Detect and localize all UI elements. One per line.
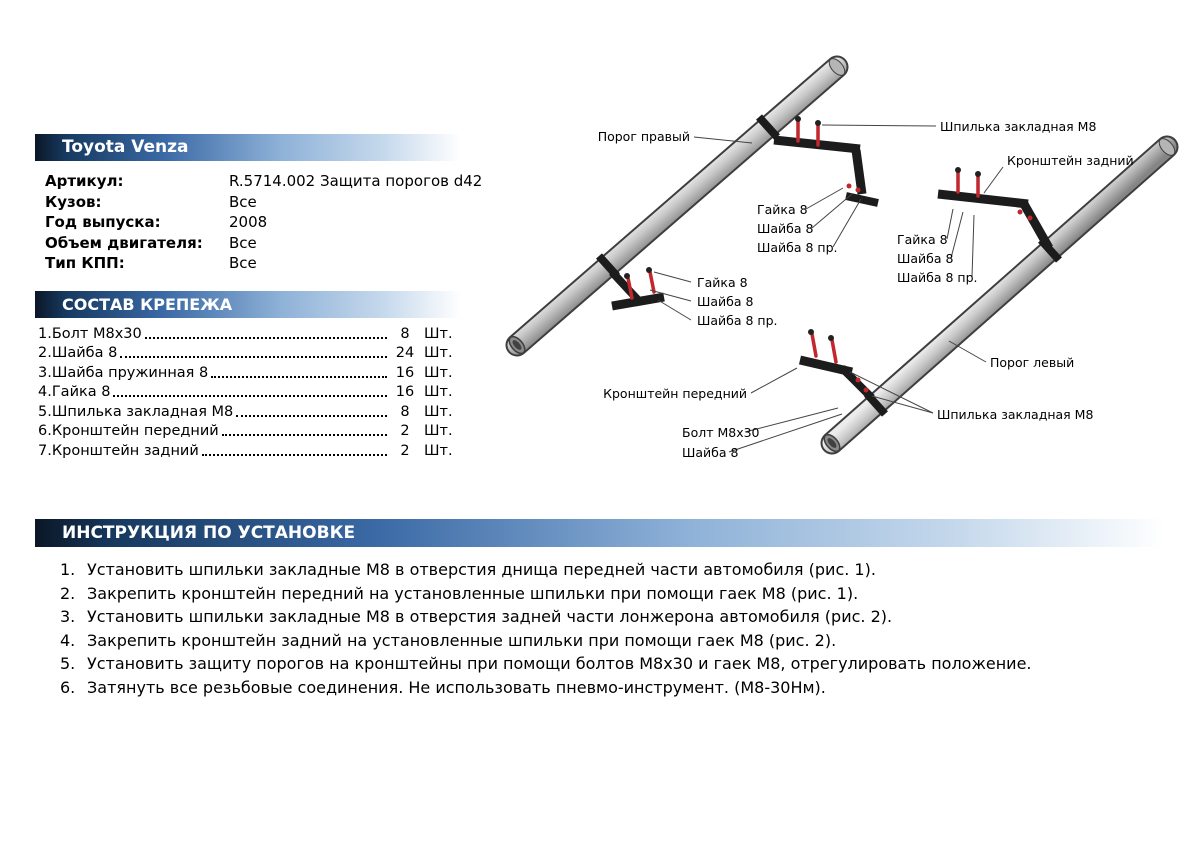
installation-diagram [500,0,1200,480]
step-number: 5. [60,654,76,673]
callout-label: Порог левый [990,355,1075,370]
callout-label: Шайба 8 пр. [697,313,778,328]
spec-label: Объем двигателя: [45,233,203,252]
part-unit: Шт. [424,384,453,400]
dotted-leader [211,376,387,378]
part-unit: Шт. [424,345,453,361]
part-row [38,400,460,420]
instructions-title: ИНСТРУКЦИЯ ПО УСТАНОВКЕ [62,523,356,543]
spec-label: Год выпуска: [45,213,161,231]
callout-label: Шайба 8 пр. [757,240,838,255]
spec-label: Артикул: [45,172,124,190]
step-text: Закрепить кронштейн задний на установленные шпильки при помощи гаек М8 (рис. 2). [87,630,837,650]
part-qty: 2 [400,442,410,459]
front-bracket-right-sill [599,256,664,306]
part-row [38,361,460,381]
part-qty: 24 [395,345,415,361]
front-bracket-left-sill [800,329,885,414]
product-title: Toyota Venza [62,137,189,157]
instruction-step [60,605,1175,629]
spec-value: Все [229,233,257,252]
dotted-leader [145,337,387,339]
part-qty: 8 [400,403,410,420]
part-unit: Шт. [424,442,453,459]
spec-value: Все [229,192,257,211]
part-unit: Шт. [424,403,453,420]
part-unit: Шт. [424,423,453,439]
spec-table [45,171,515,274]
part-name: 7.Кронштейн задний [38,442,199,459]
callout-label: Шайба 8 [897,251,954,266]
step-number: 2. [60,583,76,603]
part-name: 1.Болт М8х30 [38,325,142,342]
part-name: 2.Шайба 8 [38,345,118,361]
callout-label: Шайба 8 [697,294,754,309]
part-qty: 8 [400,325,410,342]
callout-label: Гайка 8 [897,232,948,247]
parts-list [38,322,460,459]
step-number: 6. [60,677,76,697]
spec-row [45,233,515,254]
part-unit: Шт. [424,364,453,381]
dotted-leader [222,434,387,436]
parts-title-band [35,291,461,318]
callout-label: Шайба 8 пр. [897,270,978,285]
spec-value: R.5714.002 Защита порогов d42 [229,172,483,190]
callout-label: Шпилька закладная М8 [940,119,1097,134]
part-row [38,420,460,440]
spec-row [45,212,515,233]
step-text: Установить шпильки закладные М8 в отверстия днища передней части автомобиля (рис. 1). [87,560,876,579]
callout-label: Шайба 8 [757,221,814,236]
spec-row [45,253,515,274]
callout-label: Шпилька закладная М8 [937,407,1094,422]
part-name: 3.Шайба пружинная 8 [38,364,209,381]
step-number: 1. [60,560,76,579]
spec-row [45,171,515,192]
callout-label: Кронштейн задний [1007,153,1134,168]
part-name: 4.Гайка 8 [38,384,111,400]
dotted-leader [113,395,387,397]
callout-label: Порог правый [597,129,690,144]
part-row [38,342,460,362]
instruction-step [60,629,1175,653]
instruction-step [60,676,1175,700]
callout-label: Гайка 8 [697,275,748,290]
spec-value: Все [229,254,257,272]
callout-label: Кронштейн передний [603,386,747,401]
part-qty: 16 [395,364,415,381]
step-text: Установить шпильки закладные М8 в отверстия задней части лонжерона автомобиля (рис. 2). [87,607,893,626]
part-row [38,322,460,342]
part-row [38,439,460,459]
instruction-step [60,652,1175,676]
part-qty: 2 [400,423,410,439]
part-unit: Шт. [424,325,453,342]
instructions-title-band [35,519,1165,547]
spec-label: Кузов: [45,192,102,211]
spec-row [45,192,515,213]
instruction-step [60,558,1175,582]
parts-title: СОСТАВ КРЕПЕЖА [62,295,233,314]
step-number: 3. [60,607,76,626]
dotted-leader [202,454,387,456]
step-text: Затянуть все резьбовые соединения. Не использовать пневмо-инструмент. (М8-30Нм). [87,677,826,697]
dotted-leader [236,415,387,417]
product-title-band [35,134,461,161]
part-qty: 16 [395,384,415,400]
dotted-leader [120,356,387,358]
callout-label: Гайка 8 [757,202,808,217]
instruction-step [60,582,1175,606]
callout-label: Шайба 8 [682,445,739,460]
part-name: 5.Шпилька закладная М8 [38,403,234,420]
step-text: Закрепить кронштейн передний на установленные шпильки при помощи гаек М8 (рис. 1). [87,583,859,603]
part-row [38,381,460,401]
instruction-steps [60,558,1175,699]
spec-label: Тип КПП: [45,254,125,272]
part-name: 6.Кронштейн передний [38,423,219,439]
step-text: Установить защиту порогов на кронштейны при помощи болтов М8х30 и гаек М8, отрегулировать положение. [87,654,1032,673]
callout-label: Болт М8х30 [682,425,760,440]
step-number: 4. [60,630,76,650]
spec-value: 2008 [229,213,268,231]
